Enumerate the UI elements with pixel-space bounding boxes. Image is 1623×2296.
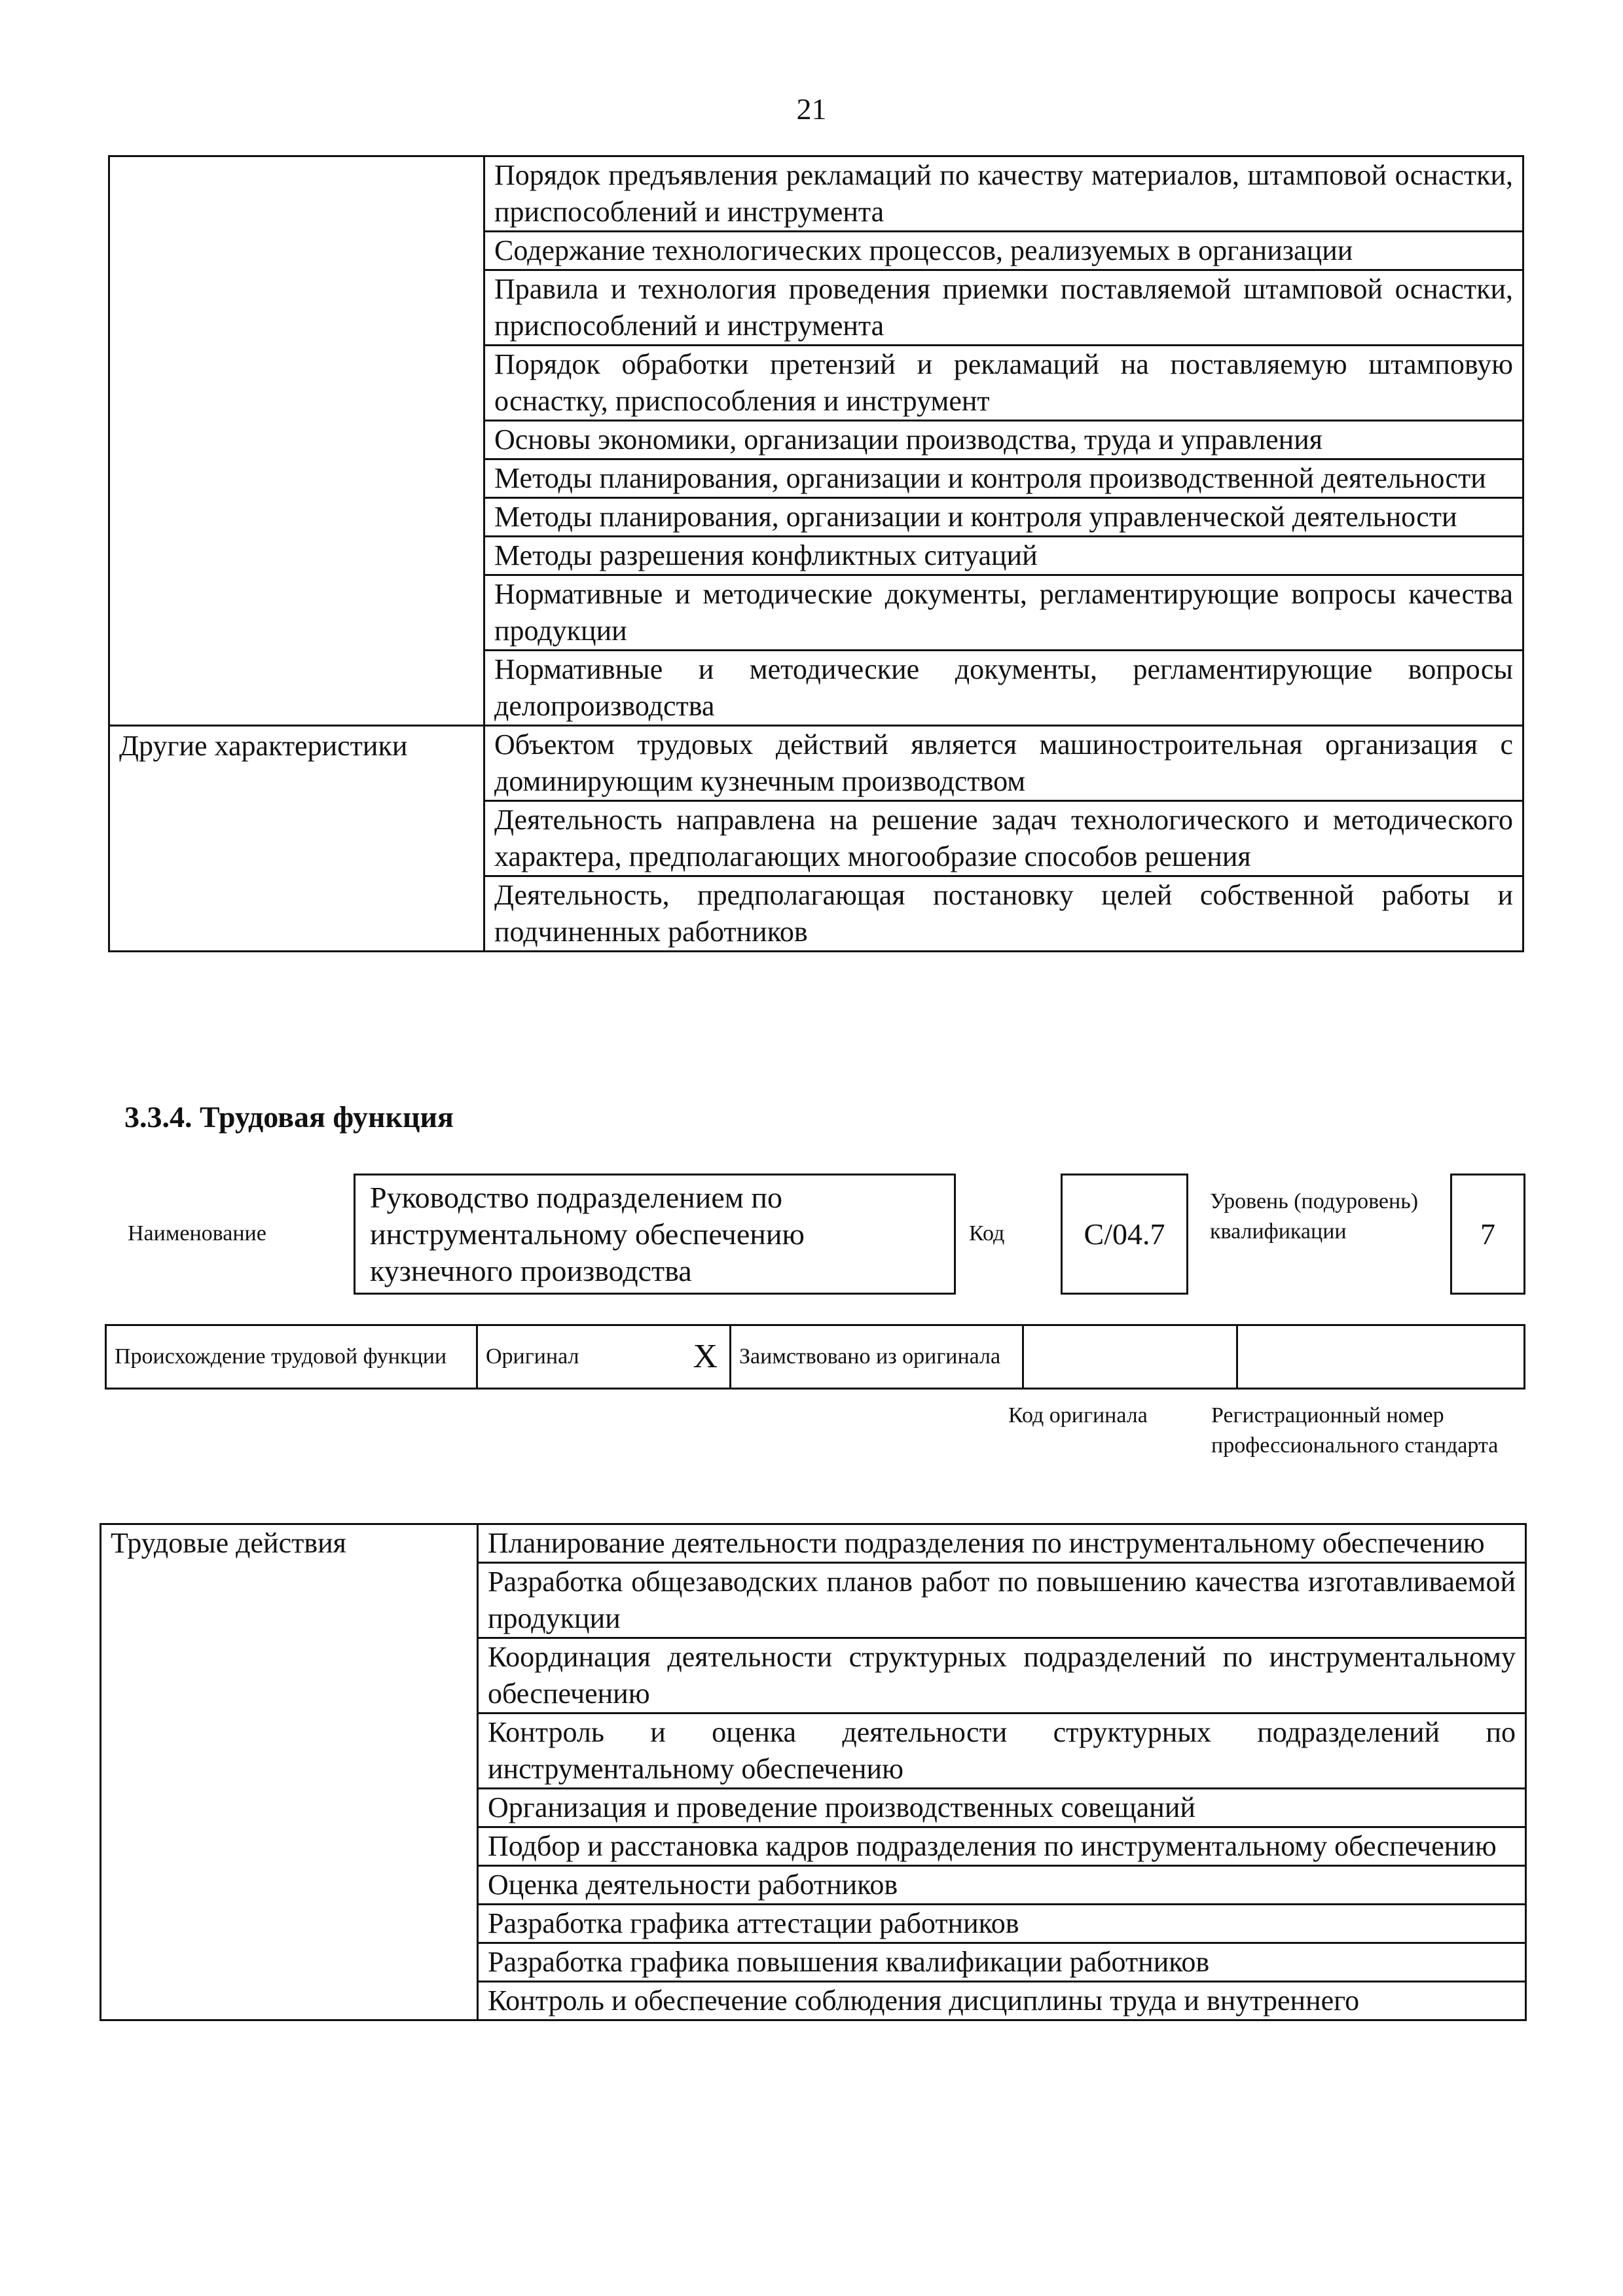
table-cell: Методы планирования, организации и контроля производственной деятельности (484, 459, 1523, 498)
labor-actions-label: Трудовые действия (101, 1524, 478, 2020)
table-cell: Оценка деятельности работников (478, 1866, 1526, 1905)
page-number: 21 (796, 92, 827, 126)
section-heading: 3.3.4. Трудовая функция (124, 1100, 454, 1134)
registration-number-caption: Регистрационный номер профессионального стандарта (1211, 1403, 1499, 1458)
origin-table (105, 1324, 1525, 1390)
table-cell: Деятельность, предполагающая постановку целей собственной работы и подчиненных работников (484, 876, 1523, 952)
table-row (101, 1524, 1526, 1563)
original-mark: X (693, 1338, 718, 1375)
table-row (106, 1325, 1525, 1389)
function-code-box (1061, 1174, 1188, 1295)
table-cell: Организация и проведение производственных совещаний (478, 1789, 1526, 1827)
table-cell: Объектом трудовых действий является машиностроительная организация с доминирующим кузнечным производством (484, 726, 1523, 801)
table-cell: Планирование деятельности подразделения по инструментальному обеспечению (478, 1524, 1526, 1563)
qualification-level-box (1450, 1174, 1525, 1295)
table-cell: Порядок обработки претензий и рекламаций на поставляемую штамповую оснастку, приспособления и инструмент (484, 346, 1523, 421)
labor-actions-table (100, 1523, 1527, 2021)
table-cell: Правила и технология проведения приемки поставляемой штамповой оснастки, приспособлений и инструмента (484, 270, 1523, 346)
borrowed-label: Заимствовано из оригинала (731, 1325, 1023, 1389)
original-code-caption: Код оригинала (1008, 1403, 1148, 1427)
table-cell: Основы экономики, организации производства, труда и управления (484, 421, 1523, 459)
table-cell: Контроль и обеспечение соблюдения дисциплины труда и внутреннего (478, 1982, 1526, 2020)
table-cell: Разработка общезаводских планов работ по повышению качества изготавливаемой продукции (478, 1563, 1526, 1638)
original-label: Оригинал (486, 1344, 579, 1369)
code-label: Код (969, 1221, 1005, 1246)
knowledge-table (108, 155, 1524, 952)
name-label: Наименование (128, 1221, 266, 1246)
table-cell: Методы разрешения конфликтных ситуаций (484, 537, 1523, 575)
level-label: Уровень (подуровень) квалификации (1210, 1189, 1419, 1244)
table-cell: Методы планирования, организации и контроля управленческой деятельности (484, 498, 1523, 537)
table-cell: Разработка графика аттестации работников (478, 1905, 1526, 1943)
table-cell: Деятельность направлена на решение задач технологического и методического характера, предполагающих многообразие способов решения (484, 801, 1523, 876)
table-row (109, 156, 1523, 232)
table-cell: Подбор и расстановка кадров подразделения по инструментальному обеспечению (478, 1827, 1526, 1866)
origin-label: Происхождение трудовой функции (106, 1325, 477, 1389)
table-cell: Контроль и оценка деятельности структурных подразделений по инструментальному обеспечению (478, 1713, 1526, 1789)
table-cell: Нормативные и методические документы, регламентирующие вопросы делопроизводства (484, 651, 1523, 726)
original-code-cell (1023, 1325, 1237, 1389)
qualification-level-value: 7 (1480, 1217, 1495, 1251)
function-code-value: С/04.7 (1084, 1217, 1165, 1251)
table-cell: Содержание технологических процессов, реализуемых в организации (484, 232, 1523, 270)
table-cell: Нормативные и методические документы, регламентирующие вопросы качества продукции (484, 575, 1523, 651)
table-cell: Координация деятельности структурных подразделений по инструментальному обеспечению (478, 1638, 1526, 1713)
other-characteristics-label: Другие характеристики (109, 726, 484, 952)
table-label-cell (109, 156, 484, 726)
function-name-box: Руководство подразделением по инструментальному обеспечению кузнечного производства (354, 1174, 956, 1295)
table-cell: Порядок предъявления рекламаций по качеству материалов, штамповой оснастки, приспособлений и инструмента (484, 156, 1523, 232)
registration-number-cell (1237, 1325, 1525, 1389)
table-row (109, 726, 1523, 801)
table-cell: Разработка графика повышения квалификации работников (478, 1943, 1526, 1982)
original-cell (477, 1325, 731, 1389)
